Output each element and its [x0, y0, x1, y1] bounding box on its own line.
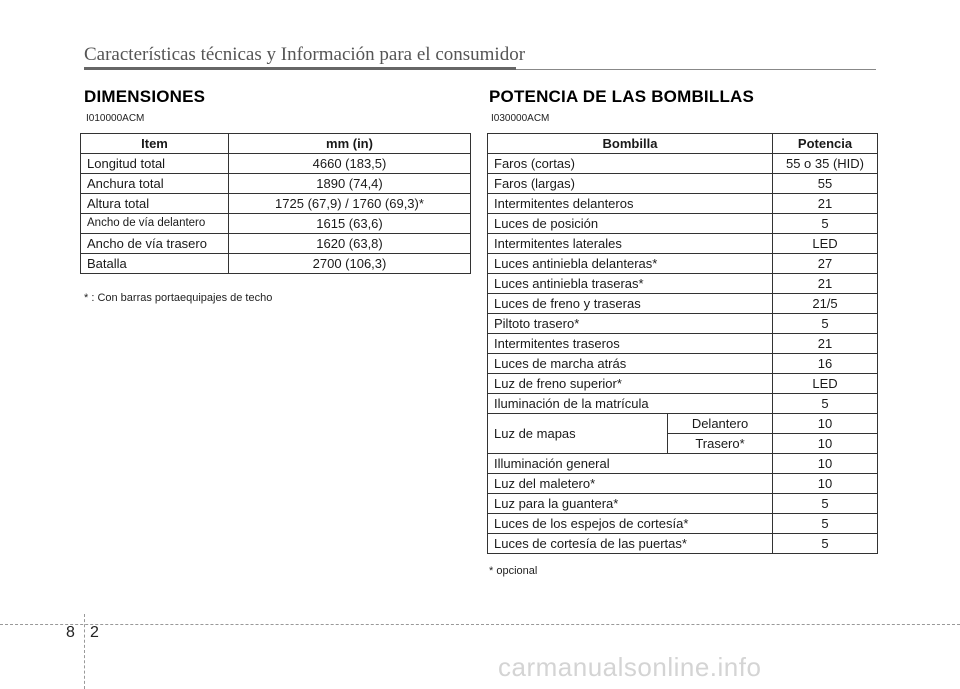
dimension-item: Ancho de vía delantero	[81, 214, 229, 234]
table-row	[81, 254, 471, 274]
table-header-row	[81, 134, 471, 154]
table-row	[488, 494, 878, 514]
bulb-item: Luz de freno superior*	[488, 374, 773, 394]
table-row	[488, 174, 878, 194]
table-row	[488, 534, 878, 554]
bulb-power: 55 o 35 (HID)	[773, 154, 878, 174]
table-row	[488, 254, 878, 274]
bulb-power: 5	[773, 314, 878, 334]
table-row	[488, 274, 878, 294]
bulbs-footnote: * opcional	[489, 565, 538, 577]
bulb-item: Intermitentes laterales	[488, 234, 773, 254]
bulb-item: Luces antiniebla delanteras*	[488, 254, 773, 274]
bulb-power: 5	[773, 494, 878, 514]
dimension-item: Altura total	[81, 194, 229, 214]
bulb-item: Luz para la guantera*	[488, 494, 773, 514]
dimensions-footnote: * : Con barras portaequipajes de techo	[84, 292, 273, 304]
dimension-value: 4660 (183,5)	[229, 154, 471, 174]
bulb-power: 10	[773, 454, 878, 474]
table-row	[488, 314, 878, 334]
map-lamp-front-power: 10	[773, 414, 878, 434]
page-header-title: Características técnicas y Información para el consumidor	[84, 44, 526, 65]
table-row	[488, 194, 878, 214]
dimension-value: 1615 (63,6)	[229, 214, 471, 234]
table-row	[81, 214, 471, 234]
map-lamp-front-label: Delantero	[668, 414, 773, 434]
table-row	[488, 154, 878, 174]
bulb-item: Intermitentes traseros	[488, 334, 773, 354]
bulb-power: 21	[773, 334, 878, 354]
table-row-map-lamp-front	[488, 414, 878, 434]
map-lamp-rear-label: Trasero*	[668, 434, 773, 454]
bulb-power: 27	[773, 254, 878, 274]
bulb-item: Luces de cortesía de las puertas*	[488, 534, 773, 554]
bulb-item: Intermitentes delanteros	[488, 194, 773, 214]
table-row	[488, 214, 878, 234]
bulb-item: Iluminación de la matrícula	[488, 394, 773, 414]
dimension-value: 1620 (63,8)	[229, 234, 471, 254]
column-header-mm: mm (in)	[229, 134, 471, 154]
bulb-power: 5	[773, 394, 878, 414]
bulb-power: 21	[773, 194, 878, 214]
table-row	[488, 294, 878, 314]
bulb-item: Luces de freno y traseras	[488, 294, 773, 314]
bulb-item: Faros (cortas)	[488, 154, 773, 174]
header-rule	[84, 67, 516, 70]
bulb-item: Piltoto trasero*	[488, 314, 773, 334]
bulb-item: Illuminación general	[488, 454, 773, 474]
map-lamp-item: Luz de mapas	[488, 414, 668, 454]
dimension-item: Longitud total	[81, 154, 229, 174]
bulbs-table	[487, 133, 878, 554]
header-rule-thin	[516, 69, 876, 70]
bulb-power: LED	[773, 234, 878, 254]
footer-vertical-guide	[84, 614, 85, 689]
bulb-item: Luces de posición	[488, 214, 773, 234]
page-number: 2	[90, 624, 99, 641]
watermark: carmanualsonline.info	[498, 652, 762, 682]
table-row	[81, 174, 471, 194]
bulb-item: Luces antiniebla traseras*	[488, 274, 773, 294]
dimension-value: 2700 (106,3)	[229, 254, 471, 274]
dimension-value: 1725 (67,9) / 1760 (69,3)*	[229, 194, 471, 214]
bulb-item: Luz del maletero*	[488, 474, 773, 494]
table-row	[488, 514, 878, 534]
bulb-power: LED	[773, 374, 878, 394]
table-row	[81, 194, 471, 214]
bulb-item: Faros (largas)	[488, 174, 773, 194]
table-row	[488, 374, 878, 394]
table-row	[488, 454, 878, 474]
bulbs-code: I030000ACM	[491, 113, 550, 124]
bulb-power: 5	[773, 514, 878, 534]
bulb-item: Luces de los espejos de cortesía*	[488, 514, 773, 534]
bulb-item: Luces de marcha atrás	[488, 354, 773, 374]
dimension-item: Ancho de vía trasero	[81, 234, 229, 254]
table-row	[81, 154, 471, 174]
chapter-number: 8	[66, 624, 75, 641]
dimension-item: Anchura total	[81, 174, 229, 194]
table-row	[488, 474, 878, 494]
bulbs-heading: POTENCIA DE LAS BOMBILLAS	[489, 87, 755, 106]
bulb-power: 10	[773, 474, 878, 494]
bulb-power: 55	[773, 174, 878, 194]
bulb-power: 21	[773, 274, 878, 294]
footer-guide-line	[0, 624, 960, 625]
table-row	[488, 394, 878, 414]
dimensions-code: I010000ACM	[86, 113, 145, 124]
table-header-row	[488, 134, 878, 154]
table-row	[81, 234, 471, 254]
dimension-value: 1890 (74,4)	[229, 174, 471, 194]
table-row	[488, 354, 878, 374]
column-header-power: Potencia	[773, 134, 878, 154]
bulb-power: 5	[773, 534, 878, 554]
column-header-item: Item	[81, 134, 229, 154]
map-lamp-rear-power: 10	[773, 434, 878, 454]
column-header-bulb: Bombilla	[488, 134, 773, 154]
bulb-power: 5	[773, 214, 878, 234]
dimension-item: Batalla	[81, 254, 229, 274]
table-row	[488, 234, 878, 254]
bulb-power: 21/5	[773, 294, 878, 314]
dimensions-heading: DIMENSIONES	[84, 87, 206, 106]
table-row	[488, 334, 878, 354]
dimensions-table	[80, 133, 471, 274]
bulb-power: 16	[773, 354, 878, 374]
